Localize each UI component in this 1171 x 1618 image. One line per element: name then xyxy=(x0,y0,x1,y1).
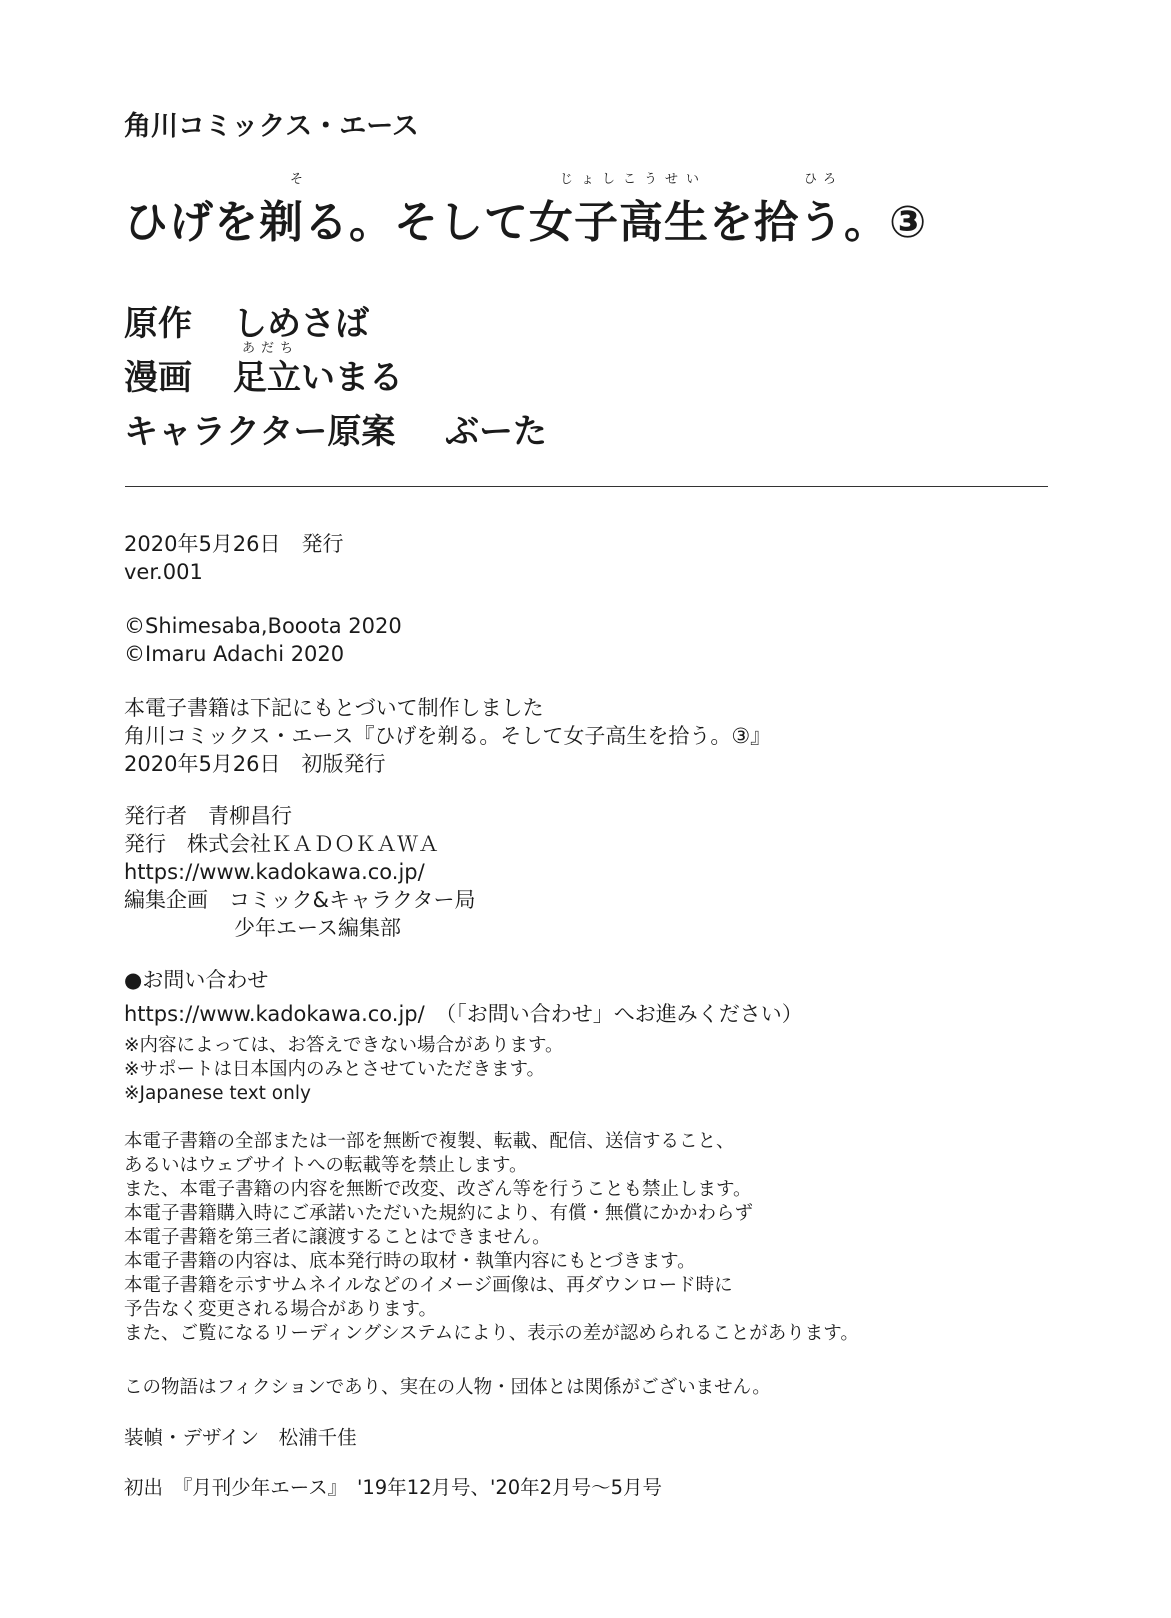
series-label: 角川コミックス・エース xyxy=(124,111,419,142)
divider-rule xyxy=(125,486,1048,487)
legal-line: 本電子書籍を示すサムネイルなどのイメージ画像は、再ダウンロード時に xyxy=(124,1275,733,1296)
legal-line: また、本電子書籍の内容を無断で改変、改ざん等を行うことも禁止します。 xyxy=(124,1179,752,1200)
credit-original-name: しめさば xyxy=(233,304,369,344)
legal-line: あるいはウェブサイトへの転載等を禁止します。 xyxy=(124,1155,528,1176)
fiction-notice: この物語はフィクションであり、実在の人物・団体とは関係がございません。 xyxy=(124,1377,771,1398)
contact-note: ※サポートは日本国内のみとさせていただきます。 xyxy=(124,1059,546,1080)
credit-character-name: ぶーた xyxy=(445,412,547,452)
publisher-line: 発行 株式会社ＫＡＤＯＫＡＷＡ xyxy=(124,832,439,856)
credit-original-role: 原作 xyxy=(124,304,192,344)
credit-character-role: キャラクター原案 xyxy=(124,412,396,452)
first-appearance: 初出 『月刊少年エース』 '19年12月号、'20年2月号～5月号 xyxy=(124,1476,662,1499)
publisher-line: 編集企画 コミック&キャラクター局 xyxy=(124,888,476,912)
copyright-block xyxy=(124,612,402,668)
contact-heading: ●お問い合わせ xyxy=(124,968,269,992)
contact-note: ※内容によっては、お答えできない場合があります。 xyxy=(124,1035,564,1056)
credit-manga-name: 足立いまる xyxy=(233,358,403,398)
credit-manga-name-ruby: あだち xyxy=(242,341,300,356)
source-edition-line: 本電子書籍は下記にもとづいて制作しました xyxy=(124,696,544,720)
copyright-line: ©Shimesaba,Booota 2020 xyxy=(124,614,402,638)
title-ruby-hiro: ひろ xyxy=(804,172,843,187)
legal-line: 予告なく変更される場合があります。 xyxy=(124,1299,438,1320)
source-edition-block xyxy=(124,694,771,778)
legal-line: 本電子書籍を第三者に譲渡することはできません。 xyxy=(124,1227,551,1248)
version-number: ver.001 xyxy=(124,560,203,584)
legal-line: 本電子書籍の内容は、底本発行時の取材・執筆内容にもとづきます。 xyxy=(124,1251,696,1272)
title-ruby-joshikousei: じょしこうせい xyxy=(560,172,708,187)
legal-notice-block xyxy=(124,1130,859,1346)
publisher-info-block xyxy=(124,802,476,942)
source-edition-line: 2020年5月26日 初版発行 xyxy=(124,752,386,776)
source-edition-line: 角川コミックス・エース『ひげを剃る。そして女子高生を拾う。③』 xyxy=(124,724,772,748)
legal-line: 本電子書籍の全部または一部を無断で複製、転載、配信、送信すること、 xyxy=(124,1131,735,1152)
credit-manga-role: 漫画 xyxy=(124,358,192,398)
publisher-url: https://www.kadokawa.co.jp/ xyxy=(124,860,425,884)
design-credit: 装幀・デザイン 松浦千佳 xyxy=(124,1426,357,1449)
legal-line: 本電子書籍購入時にご承諾いただいた規約により、有償・無償にかかわらず xyxy=(124,1203,754,1224)
legal-line: また、ご覧になるリーディングシステムにより、表示の差が認められることがあります。 xyxy=(124,1323,859,1344)
contact-url-line: https://www.kadokawa.co.jp/ （「お問い合わせ」へお進みください） xyxy=(124,1002,803,1026)
publisher-line: 発行者 青柳昌行 xyxy=(124,804,292,828)
copyright-line: ©Imaru Adachi 2020 xyxy=(124,642,345,666)
contact-notes-block xyxy=(124,1034,564,1106)
book-title: ひげを剃る。そして女子高生を拾う。③ xyxy=(124,197,928,248)
title-ruby-so: そ xyxy=(290,172,304,187)
contact-note: ※Japanese text only xyxy=(124,1083,311,1104)
publisher-line: 少年エース編集部 xyxy=(234,916,401,940)
publication-date: 2020年5月26日 発行 xyxy=(124,532,344,556)
